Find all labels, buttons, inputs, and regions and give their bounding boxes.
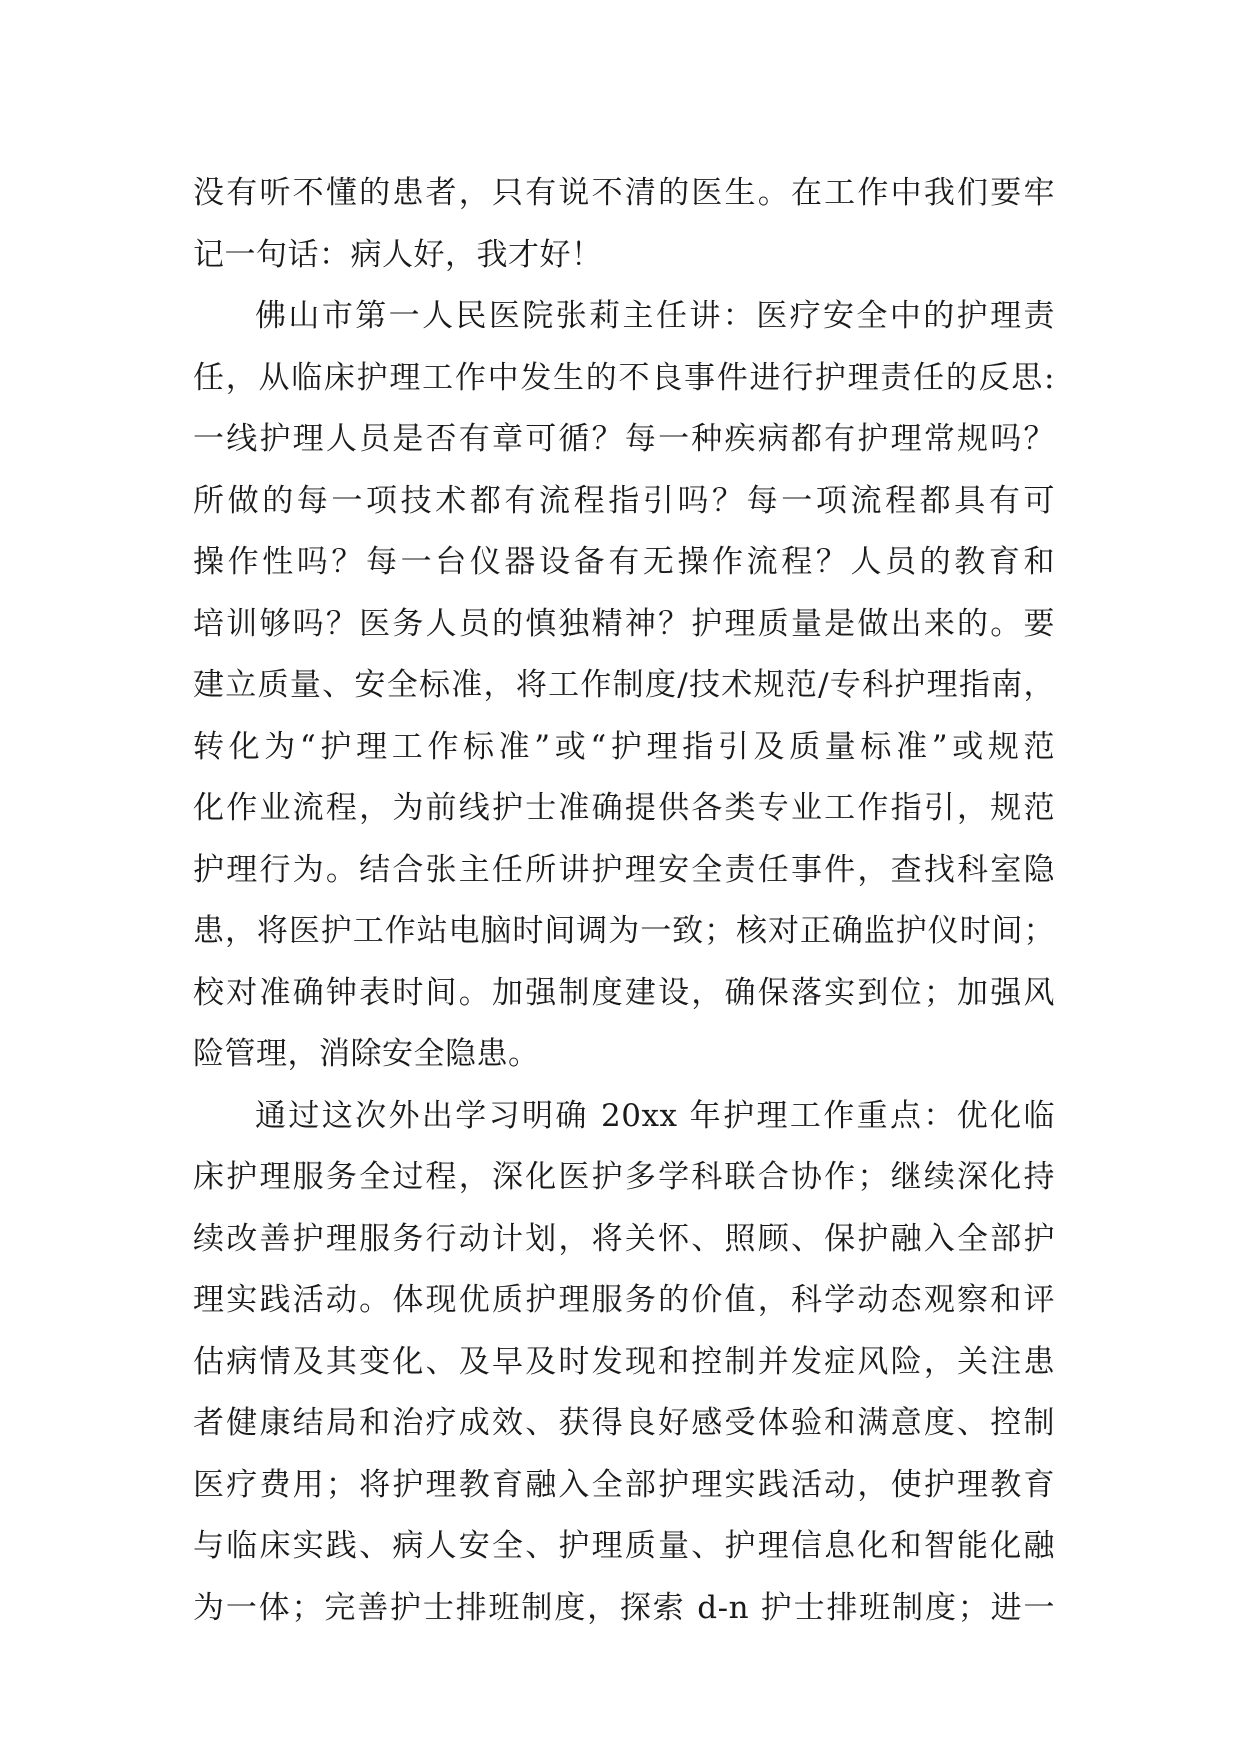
- text-line: 记一句话：病人好，我才好！: [193, 236, 603, 273]
- text-line: 校对准确钟表时间。加强制度建设，确保落实到位；加强风: [193, 974, 1055, 1011]
- text-line: 床护理服务全过程，深化医护多学科联合协作；继续深化持: [193, 1159, 1055, 1195]
- text-line: 理实践活动。体现优质护理服务的价值，科学动态观察和评: [193, 1282, 1055, 1318]
- paragraph: [193, 286, 1055, 1086]
- text-line: 化作业流程，为前线护士准确提供各类专业工作指引，规范: [193, 790, 1055, 826]
- text-line: 一线护理人员是否有章可循？每一种疾病都有护理常规吗？: [193, 421, 1055, 457]
- text-line: 没有听不懂的患者，只有说不清的医生。在工作中我们要牢: [193, 175, 1055, 211]
- text-line: 培训够吗？医务人员的慎独精神？护理质量是做出来的。要: [193, 605, 1055, 642]
- text-line: 估病情及其变化、及早及时发现和控制并发症风险，关注患: [193, 1343, 1055, 1380]
- text-line: 续改善护理服务行动计划，将关怀、照顾、保护融入全部护: [193, 1220, 1055, 1257]
- text-line: 建立质量、安全标准，将工作制度/技术规范/专科护理指南，: [193, 667, 1055, 703]
- text-line: 护理行为。结合张主任所讲护理安全责任事件，查找科室隐: [193, 851, 1055, 888]
- text-line: 操作性吗？每一台仪器设备有无操作流程？人员的教育和: [193, 544, 1055, 580]
- text-line: 医疗费用；将护理教育融入全部护理实践活动，使护理教育: [193, 1466, 1055, 1503]
- text-line: 险管理，消除安全隐患。: [193, 1036, 540, 1072]
- paragraph: [193, 163, 1055, 286]
- text-line: 所做的每一项技术都有流程指引吗？每一项流程都具有可: [193, 482, 1055, 519]
- text-line: 转化为“护理工作标准”或“护理指引及质量标准”或规范: [193, 728, 1055, 765]
- text-line: 患，将医护工作站电脑时间调为一致；核对正确监护仪时间；: [193, 913, 1055, 949]
- text-line: 与临床实践、病人安全、护理质量、护理信息化和智能化融: [193, 1528, 1055, 1564]
- text-line: 为一体；完善护士排班制度，探索 d-n 护士排班制度；进一: [193, 1589, 1055, 1626]
- text-line: 佛山市第一人民医院张莉主任讲：医疗安全中的护理责: [255, 298, 1055, 334]
- document-body: [193, 163, 1055, 1639]
- paragraph: [193, 1086, 1055, 1640]
- text-line: 者健康结局和治疗成效、获得良好感受体验和满意度、控制: [193, 1405, 1055, 1441]
- text-line: 通过这次外出学习明确 20xx 年护理工作重点：优化临: [255, 1097, 1055, 1134]
- text-line: 任，从临床护理工作中发生的不良事件进行护理责任的反思:: [193, 359, 1055, 396]
